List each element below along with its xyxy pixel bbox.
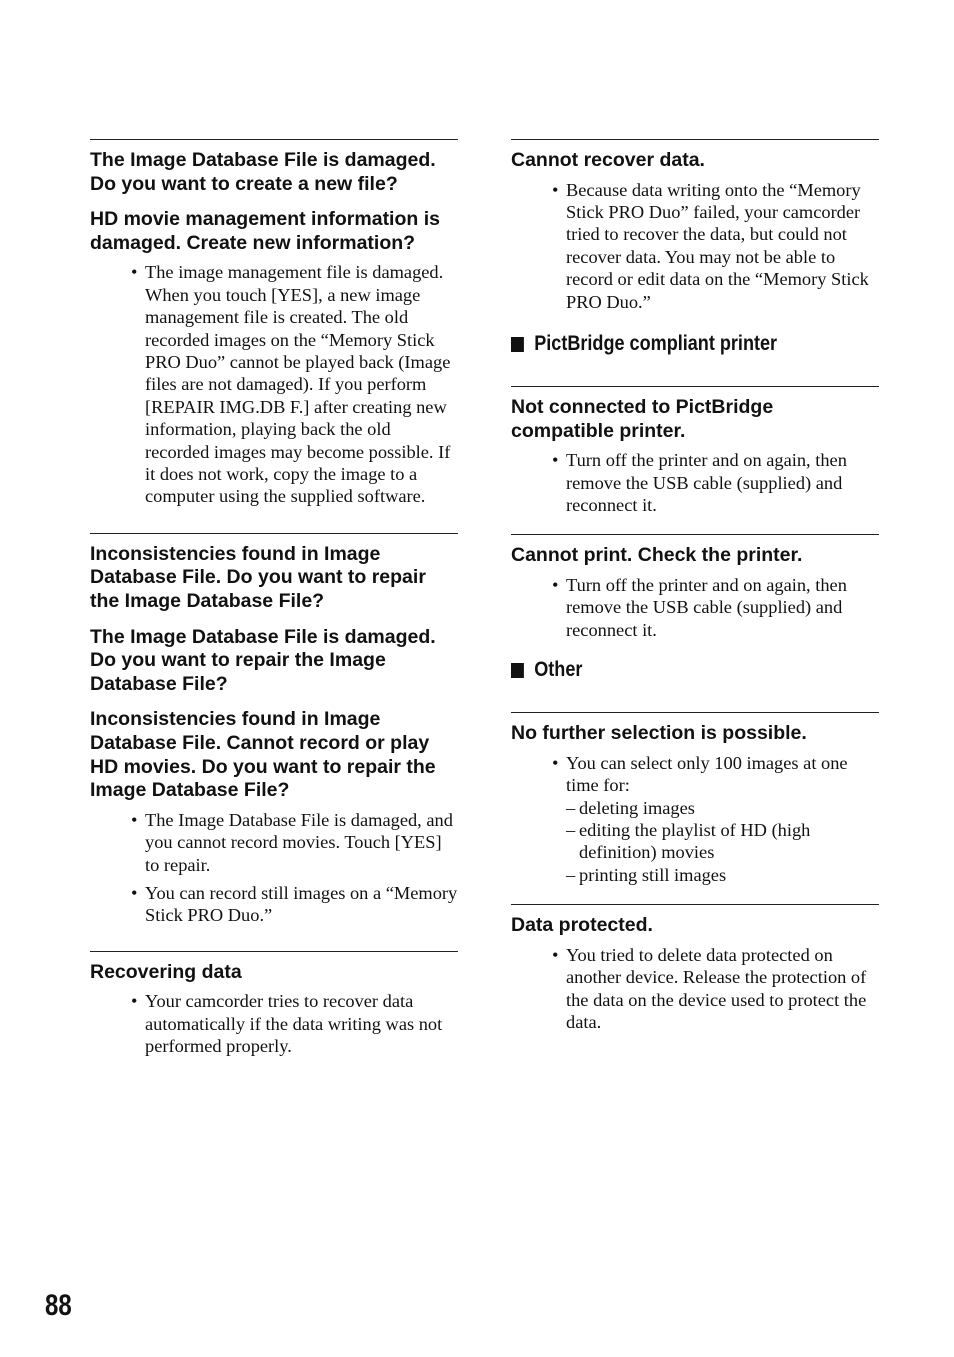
bullet-list xyxy=(511,179,879,313)
section-not-connected xyxy=(511,387,879,516)
right-column xyxy=(511,139,879,1040)
section-cannot-print xyxy=(511,535,879,641)
sub-item-text: editing the playlist of HD (high definition) movies xyxy=(579,820,811,863)
section-cannot-recover xyxy=(511,140,879,313)
bullet-list xyxy=(90,990,458,1057)
message-heading: Cannot print. Check the printer. xyxy=(511,544,803,567)
category-title: Other xyxy=(534,658,583,682)
bullet-item: • You tried to delete data protected on another device. Release the protection of the data on the device used to protect the data. xyxy=(566,944,879,1034)
bullet-item: • The image management file is damaged. When you touch [YES], a new image management file is created. The old recorded images on the “Memory Stick PRO Duo” cannot be played back (Image files are not damaged). If you perform [REPAIR IMG.DB F.] after creating new information, playing back the old recorded images may become possible. If it does not work, copy the image to a computer using the supplied software. xyxy=(145,261,458,507)
section-repair-database xyxy=(90,534,458,927)
message-heading: Cannot recover data. xyxy=(511,149,705,171)
sub-item xyxy=(566,819,879,864)
message-heading: Inconsistencies found in Image Database File. Cannot record or play HD movies. Do you want to repair the Image Database File? xyxy=(90,708,436,802)
category-title: PictBridge compliant printer xyxy=(534,332,778,356)
category-heading-other xyxy=(511,657,827,683)
section-no-further-selection xyxy=(511,713,879,886)
category-heading-pictbridge xyxy=(511,331,827,357)
message-heading: The Image Database File is damaged. Do you want to repair the Image Database File? xyxy=(90,625,436,695)
dash-marker: – xyxy=(566,864,576,885)
dash-marker: – xyxy=(566,820,576,841)
bullet-item: • You can record still images on a “Memory Stick PRO Duo.” xyxy=(145,882,458,927)
section-recovering-data xyxy=(90,952,458,1058)
sub-item-text: printing still images xyxy=(579,864,727,885)
bullet-list xyxy=(90,261,458,507)
bullet-list xyxy=(511,574,879,641)
message-heading: Recovering data xyxy=(90,960,242,983)
sub-item-text: deleting images xyxy=(579,797,695,818)
dash-marker: – xyxy=(566,797,576,818)
sub-item xyxy=(566,864,879,886)
sub-item xyxy=(566,797,879,819)
section-create-new-file xyxy=(90,140,458,508)
message-heading: Not connected to PictBridge compatible printer. xyxy=(511,396,774,442)
square-bullet-icon xyxy=(511,663,524,678)
left-column xyxy=(90,139,458,1064)
bullet-item: • Your camcorder tries to recover data automatically if the data writing was not performed properly. xyxy=(145,990,458,1057)
bullet-list xyxy=(511,449,879,516)
bullet-text: You can select only 100 images at one time for: xyxy=(566,752,848,796)
bullet-item: • Because data writing onto the “Memory Stick PRO Duo” failed, your camcorder tried to recover the data, but could not recover data. You may not be able to record or edit data on the “Memory Stick PRO Duo.” xyxy=(566,179,879,313)
square-bullet-icon xyxy=(511,337,524,352)
message-heading: No further selection is possible. xyxy=(511,722,807,745)
bullet-item: • The Image Database File is damaged, and you cannot record movies. Touch [YES] to repair. xyxy=(145,809,458,876)
message-heading: Data protected. xyxy=(511,914,653,937)
bullet-item: • Turn off the printer and on again, then remove the USB cable (supplied) and reconnect it. xyxy=(566,449,879,516)
bullet-list xyxy=(511,752,879,886)
message-heading: HD movie management information is damaged. Create new information? xyxy=(90,208,440,254)
bullet-item xyxy=(566,752,879,886)
section-data-protected xyxy=(511,905,879,1033)
page-number: 88 xyxy=(45,1289,72,1322)
bullet-list xyxy=(90,809,458,927)
message-heading: Inconsistencies found in Image Database File. Do you want to repair the Image Database File? xyxy=(90,542,426,613)
bullet-item: • Turn off the printer and on again, then remove the USB cable (supplied) and reconnect it. xyxy=(566,574,879,641)
bullet-list xyxy=(511,944,879,1034)
message-heading: The Image Database File is damaged. Do you want to create a new file? xyxy=(90,149,436,195)
